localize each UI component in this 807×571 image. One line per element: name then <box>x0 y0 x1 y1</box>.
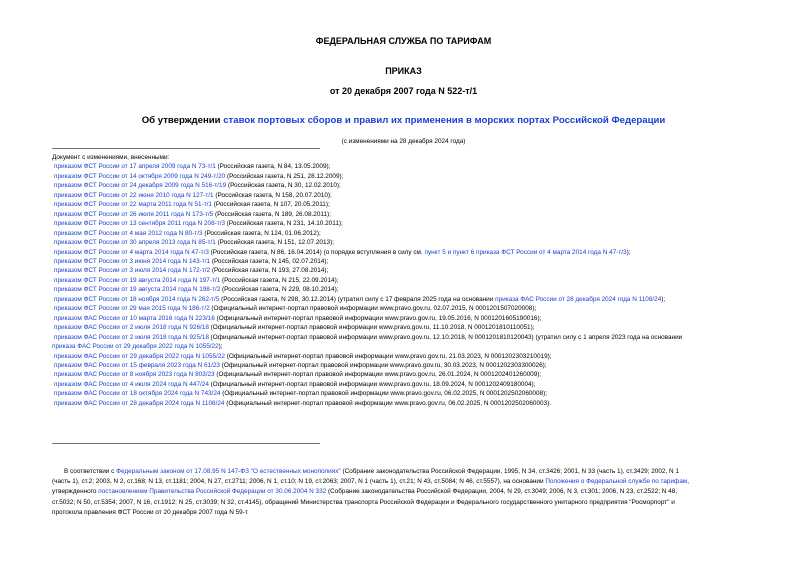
change-item <box>52 285 772 294</box>
preamble-text: , <box>687 478 690 486</box>
change-text: (Официальный интернет-портал правовой информации www.pravo.gov.ru, 12.10.2018, N 0001201810120043) (утратил силу с 1 апреля 2023 года на основании <box>208 333 683 341</box>
change-item <box>52 191 772 200</box>
change-text: (Российская газета, N 151, 12.07.2013); <box>215 239 334 247</box>
preamble-line <box>52 487 772 497</box>
preamble-line: ст.5032; N 50, ст.5354; 2007, N 16, ст.1912; N 25, ст.3039; N 32, ст.4145), обращений Министерства транспорта Российской Федерации и Федерального государственного унитарного предприятия "Росморпорт" и <box>52 498 675 506</box>
change-item-continuation <box>52 342 772 351</box>
change-item <box>52 295 772 304</box>
change-item <box>52 172 772 181</box>
changes-intro: Документ с изменениями, внесенными: <box>52 154 170 161</box>
change-text: ); <box>661 295 666 303</box>
change-link[interactable]: приказом ФСТ России от 22 марта 2011 года N 51-т/1 <box>54 201 212 209</box>
change-link[interactable]: приказом ФАС России от 4 июля 2024 года N 447/24 <box>54 380 209 388</box>
change-item <box>52 181 772 190</box>
change-text: (Российская газета, N 231, 14.10.2011); <box>225 220 343 228</box>
change-item <box>52 162 772 171</box>
preamble-text: (Собрание законодательства Российской Федерации, 2004, N 29, ст.3049; 2006, N 3, ст.301; 2006, N 23, ст.2522; N 48, <box>326 488 678 496</box>
change-item <box>52 210 772 219</box>
change-item <box>52 380 772 389</box>
change-link[interactable]: приказом ФСТ России от 24 декабря 2009 года N 516-т/19 <box>54 182 227 190</box>
change-link[interactable]: приказом ФСТ России от 29 мая 2015 года N 186-т/2 <box>54 305 210 313</box>
change-link[interactable]: приказом ФСТ России от 4 марта 2014 года N 47-т/3 <box>54 248 209 256</box>
change-item <box>52 389 772 398</box>
preamble-text: утвержденного <box>52 488 99 496</box>
preamble-line <box>52 477 772 487</box>
change-text: (Официальный интернет-портал правовой информации www.pravo.gov.ru, 30.03.2023, N 0001202303300026); <box>219 361 547 369</box>
change-link[interactable]: приказом ФАС России от 2 июля 2018 года N 925/18 <box>54 333 209 341</box>
change-link[interactable]: приказом ФАС России от 8 ноября 2023 года N 803/23 <box>54 371 215 379</box>
change-link[interactable]: приказом ФСТ России от 22 июня 2010 года N 127-т/1 <box>54 191 214 199</box>
change-link[interactable]: приказом ФСТ России от 14 октября 2009 года N 249-т/20 <box>54 172 226 180</box>
change-item <box>52 200 772 209</box>
change-link[interactable]: приказом ФАС России от 28 декабря 2024 года N 1108/24 <box>54 399 225 407</box>
change-item <box>52 352 772 361</box>
change-text: (Российская газета, N 107, 20.05.2011); <box>211 201 330 209</box>
change-text: (Российская газета, N 86, 16.04.2014) (о порядке вступления в силу см. <box>208 248 425 256</box>
change-text: (Российская газета, N 251, 28.12.2009); <box>225 172 344 180</box>
document-title <box>0 115 807 126</box>
change-text: ); <box>218 343 223 351</box>
resolution-link[interactable]: постановлением Правительства Российской Федерации от 30.06.2004 N 332 <box>98 488 327 496</box>
change-text: (Российская газета, N 193, 27.08.2014); <box>210 267 329 275</box>
change-link[interactable]: приказом ФАС России от 2 июля 2018 года N 926/18 <box>54 324 209 332</box>
preamble-line <box>52 467 772 477</box>
change-item <box>52 276 772 285</box>
regulation-link[interactable]: Положения о Федеральной службе по тарифам <box>545 478 688 486</box>
change-text: (Российская газета, N 30, 12.02.2010); <box>226 182 341 190</box>
change-link[interactable]: приказом ФСТ России от 26 июля 2011 года N 173-т/5 <box>54 210 214 218</box>
change-item <box>52 219 772 228</box>
preamble-paragraph <box>52 467 772 518</box>
change-item <box>52 314 772 323</box>
change-text: (Официальный интернет-портал правовой информации www.pravo.gov.ru, 06.02.2025, N 0001202502060008); <box>220 390 548 398</box>
change-text: (Официальный интернет-портал правовой информации www.pravo.gov.ru, 21.03.2023, N 0001202303210019); <box>224 352 552 360</box>
change-link[interactable]: приказом ФАС России от 29 декабря 2022 года N 1055/22 <box>54 352 225 360</box>
change-item <box>52 238 772 247</box>
change-item <box>52 399 772 408</box>
change-link-secondary[interactable]: приказа ФАС России от 29 декабря 2022 года N 1055/22 <box>52 343 219 351</box>
changed-note: (с изменениями на 28 декабря 2024 года) <box>341 138 466 145</box>
document-type: ПРИКАЗ <box>385 66 422 76</box>
change-text: (Российская газета, N 158, 20.07.2010); <box>213 191 332 199</box>
change-item <box>52 361 772 370</box>
change-item <box>52 323 772 332</box>
change-link[interactable]: приказом ФСТ России от 19 августа 2014 года N 197-т/1 <box>54 276 221 284</box>
change-item <box>52 229 772 238</box>
change-text: (Российская газета, N 145, 02.07.2014); <box>210 257 329 265</box>
change-text: (Официальный интернет-портал правовой информации www.pravo.gov.ru, 26.01.2024, N 0001202401260009); <box>214 371 542 379</box>
document-date: от 20 декабря 2007 года N 522-т/1 <box>329 86 478 96</box>
change-link-secondary[interactable]: приказа ФАС России от 28 декабря 2024 года N 1108/24 <box>495 295 662 303</box>
org-name: ФЕДЕРАЛЬНАЯ СЛУЖБА ПО ТАРИФАМ <box>315 36 492 46</box>
preamble-text: В соответствии с <box>64 468 117 475</box>
change-item <box>52 266 772 275</box>
title-link[interactable]: ставок портовых сборов и правил их применения в морских портах Российской Федерации <box>223 115 666 126</box>
change-item <box>52 370 772 379</box>
change-text: (Российская газета, N 189, 26.08.2011); <box>213 210 331 218</box>
change-link[interactable]: приказом ФСТ России от 13 сентября 2011 года N 208-т/3 <box>54 220 226 228</box>
change-item <box>52 257 772 266</box>
change-item <box>52 248 772 257</box>
change-text: (Официальный интернет-портал правовой информации www.pravo.gov.ru, 06.02.2025, N 0001202502060003). <box>224 399 552 407</box>
change-text: (Официальный интернет-портал правовой информации www.pravo.gov.ru, 02.07.2015, N 0001201507020008); <box>209 305 537 313</box>
change-text: (Российская газета, N 229, 08.10.2014); <box>220 286 339 294</box>
preamble-line: протокола правления ФСТ России от 20 декабря 2007 года N 59-т <box>52 508 248 516</box>
changes-list <box>52 153 772 408</box>
change-link[interactable]: приказом ФСТ России от 17 апреля 2009 года N 73-т/1 <box>54 163 216 171</box>
change-text: (Официальный интернет-портал правовой информации www.pravo.gov.ru, 18.09.2024, N 0001202409180004); <box>208 380 536 388</box>
change-text: (Российская газета, N 215, 22.09.2014); <box>220 276 339 284</box>
change-link[interactable]: приказом ФАС России от 18 октября 2024 года N 743/24 <box>54 390 221 398</box>
change-item <box>52 333 772 342</box>
preamble-text: (часть 1), ст.2; 2003, N 2, ст.168; N 13, ст.1181; 2004, N 27, ст.2711; 2006, N 1, ст.10; N 19, ст.2063; 2007, N 1 (часть 1), ст.21; N 43, ст.5084; N 46, ст.5557), на основании <box>52 478 546 486</box>
change-text: (Российская газета, N 124, 01.06.2012); <box>202 229 321 237</box>
change-link[interactable]: приказом ФСТ России от 19 августа 2014 года N 198-т/2 <box>54 286 221 294</box>
change-link[interactable]: приказом ФСТ России от 3 июля 2014 года N 172-т/2 <box>54 267 211 275</box>
change-link[interactable]: приказом ФАС России от 15 февраля 2023 года N 61/23 <box>54 361 220 369</box>
change-link[interactable]: приказом ФСТ России от 3 июня 2014 года N 143-т/1 <box>54 257 211 265</box>
change-text: (Официальный интернет-портал правовой информации www.pravo.gov.ru, 19.05.2016, N 0001201605190016); <box>214 314 542 322</box>
change-link[interactable]: приказом ФСТ России от 30 апреля 2013 года N 85-т/1 <box>54 239 216 247</box>
change-link-secondary[interactable]: пункт 5 и пункт 6 приказа ФСТ России от 4 марта 2014 года N 47-т/3 <box>424 248 627 256</box>
change-text: (Официальный интернет-портал правовой информации www.pravo.gov.ru, 11.10.2018, N 0001201810110051); <box>208 324 535 332</box>
change-text: (Российская газета, N 84, 13.05.2009); <box>215 163 331 171</box>
divider-top <box>52 148 320 149</box>
change-text: ); <box>626 248 631 256</box>
change-text: (Российская газета, N 298, 30.12.2014) (утратил силу с 17 февраля 2025 года на основании <box>219 295 496 303</box>
change-link[interactable]: приказом ФАС России от 10 марта 2016 года N 223/16 <box>54 314 215 322</box>
preamble-text: (Собрание законодательства Российской Федерации, 1995, N 34, ст.3426; 2001, N 33 (часть 1), ст.3429; 2002, N 1 <box>340 468 679 475</box>
change-link[interactable]: приказом ФСТ России от 4 мая 2012 года N 80-т/3 <box>54 229 203 237</box>
change-item <box>52 304 772 313</box>
law-link[interactable]: Федеральным законом от 17.08.95 N 147-ФЗ "О естественных монополиях" <box>116 468 341 475</box>
title-prefix: Об утверждении <box>141 115 224 126</box>
divider-bottom <box>52 443 320 444</box>
change-link[interactable]: приказом ФСТ России от 18 ноября 2014 года N 262-т/5 <box>54 295 220 303</box>
